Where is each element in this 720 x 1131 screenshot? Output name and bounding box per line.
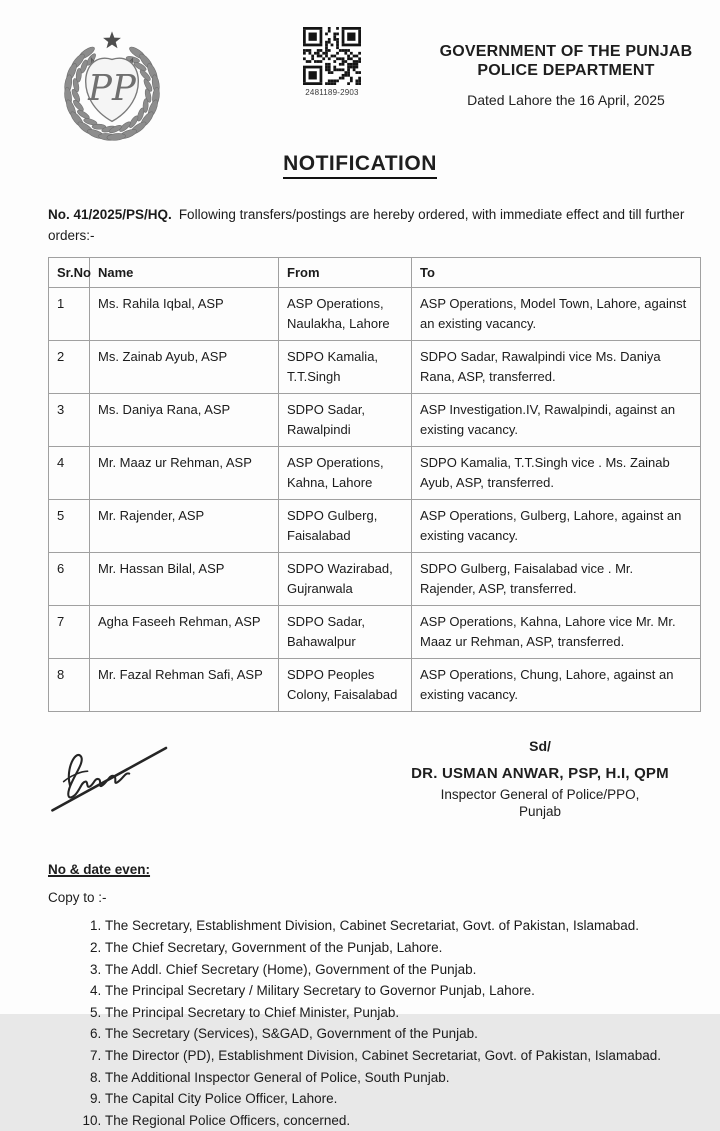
- intro-text: Following transfers/postings are hereby ordered, with immediate effect and till further orders:-: [48, 207, 685, 243]
- copy-list-item: 1. The Secretary, Establishment Division, Cabinet Secretariat, Govt. of Pakistan, Islamabad.: [105, 915, 680, 937]
- signatory-name: DR. USMAN ANWAR, PSP, H.I, QPM: [411, 765, 669, 783]
- document-header: [0, 0, 720, 150]
- org-name-line1: GOVERNMENT OF THE PUNJAB: [439, 43, 693, 60]
- copy-list-item: 9. The Capital City Police Officer, Lahore.: [105, 1088, 680, 1110]
- qr-number: 2481189-2903: [305, 88, 359, 97]
- cell-name: Agha Faseeh Rehman, ASP: [90, 606, 279, 659]
- cell-to: SDPO Kamalia, T.T.Singh vice . Ms. Zainab Ayub, ASP, transferred.: [412, 447, 701, 500]
- cell-to: SDPO Sadar, Rawalpindi vice Ms. Daniya Rana, ASP, transferred.: [412, 341, 701, 394]
- cell-to: ASP Investigation.IV, Rawalpindi, against an existing vacancy.: [412, 394, 701, 447]
- copy-list-item: 10. The Regional Police Officers, concerned.: [105, 1110, 680, 1131]
- emblem-monogram: PP: [88, 67, 136, 109]
- cell-sr: 8: [49, 659, 90, 712]
- table-row: [49, 341, 701, 394]
- cell-sr: 6: [49, 553, 90, 606]
- copy-list-item: 5. The Principal Secretary to Chief Minister, Punjab.: [105, 1002, 680, 1024]
- title-row: [0, 152, 720, 179]
- copy-list-item: 2. The Chief Secretary, Government of the Punjab, Lahore.: [105, 937, 680, 959]
- signatory-designation: Inspector General of Police/PPO,: [440, 787, 640, 803]
- dated-line: Dated Lahore the 16 April, 2025: [467, 92, 665, 108]
- col-header-name: Name: [90, 257, 279, 288]
- signature-area: [0, 728, 720, 850]
- copy-list-item: 7. The Director (PD), Establishment Division, Cabinet Secretariat, Govt. of Pakistan, Islamabad.: [105, 1045, 680, 1067]
- page-title: NOTIFICATION: [283, 152, 437, 179]
- cell-from: SDPO Sadar, Rawalpindi: [279, 394, 412, 447]
- intro-paragraph: [48, 205, 692, 247]
- copy-list-item: 6. The Secretary (Services), S&GAD, Government of the Punjab.: [105, 1023, 680, 1045]
- table-row: [49, 288, 701, 341]
- copy-list-item: 4. The Principal Secretary / Military Secretary to Governor Punjab, Lahore.: [105, 980, 680, 1002]
- table-row: [49, 553, 701, 606]
- no-date-line: No & date even:: [48, 862, 151, 878]
- col-header-from: From: [279, 257, 412, 288]
- cell-name: Mr. Hassan Bilal, ASP: [90, 553, 279, 606]
- cell-sr: 5: [49, 500, 90, 553]
- cell-to: ASP Operations, Model Town, Lahore, against an existing vacancy.: [412, 288, 701, 341]
- cell-sr: 4: [49, 447, 90, 500]
- cell-sr: 3: [49, 394, 90, 447]
- cell-from: SDPO Kamalia, T.T.Singh: [279, 341, 412, 394]
- cell-from: ASP Operations, Kahna, Lahore: [279, 447, 412, 500]
- col-header-srno: Sr.No: [49, 257, 90, 288]
- cell-name: Mr. Maaz ur Rehman, ASP: [90, 447, 279, 500]
- qr-block: [301, 27, 363, 97]
- cell-name: Ms. Rahila Iqbal, ASP: [90, 288, 279, 341]
- table-row: [49, 500, 701, 553]
- cell-from: SDPO Gulberg, Faisalabad: [279, 500, 412, 553]
- table-header-row: [49, 257, 701, 288]
- transfers-table: [48, 257, 701, 713]
- table-row: [49, 394, 701, 447]
- punjab-police-emblem-icon: [56, 26, 168, 144]
- cell-name: Mr. Fazal Rehman Safi, ASP: [90, 659, 279, 712]
- cell-from: SDPO Sadar, Bahawalpur: [279, 606, 412, 659]
- cell-to: ASP Operations, Chung, Lahore, against an existing vacancy.: [412, 659, 701, 712]
- cell-from: ASP Operations, Naulakha, Lahore: [279, 288, 412, 341]
- header-org-block: [428, 42, 704, 108]
- cell-name: Ms. Daniya Rana, ASP: [90, 394, 279, 447]
- cell-from: SDPO Peoples Colony, Faisalabad: [279, 659, 412, 712]
- cell-sr: 7: [49, 606, 90, 659]
- cell-name: Mr. Rajender, ASP: [90, 500, 279, 553]
- signature-icon: [46, 734, 174, 818]
- signatory-block: [380, 738, 700, 819]
- signatory-region: Punjab: [518, 804, 562, 820]
- table-row: [49, 659, 701, 712]
- star-icon: [103, 31, 121, 48]
- cell-to: ASP Operations, Gulberg, Lahore, against an existing vacancy.: [412, 500, 701, 553]
- cell-sr: 2: [49, 341, 90, 394]
- col-header-to: To: [412, 257, 701, 288]
- cell-to: ASP Operations, Kahna, Lahore vice Mr. Mr. Maaz ur Rehman, ASP, transferred.: [412, 606, 701, 659]
- table-row: [49, 606, 701, 659]
- cell-to: SDPO Gulberg, Faisalabad vice . Mr. Rajender, ASP, transferred.: [412, 553, 701, 606]
- copy-list-item: 8. The Additional Inspector General of Police, South Punjab.: [105, 1067, 680, 1089]
- table-row: [49, 447, 701, 500]
- cell-sr: 1: [49, 288, 90, 341]
- qr-code-icon: [303, 27, 361, 85]
- copy-to-list: [48, 915, 680, 1131]
- cell-name: Ms. Zainab Ayub, ASP: [90, 341, 279, 394]
- sd-label: Sd/: [529, 738, 551, 755]
- cell-from: SDPO Wazirabad, Gujranwala: [279, 553, 412, 606]
- reference-number: No. 41/2025/PS/HQ.: [48, 207, 172, 222]
- copy-to-label: Copy to :-: [48, 890, 107, 906]
- copy-list-item: 3. The Addl. Chief Secretary (Home), Government of the Punjab.: [105, 959, 680, 981]
- org-name-line2: POLICE DEPARTMENT: [477, 62, 655, 79]
